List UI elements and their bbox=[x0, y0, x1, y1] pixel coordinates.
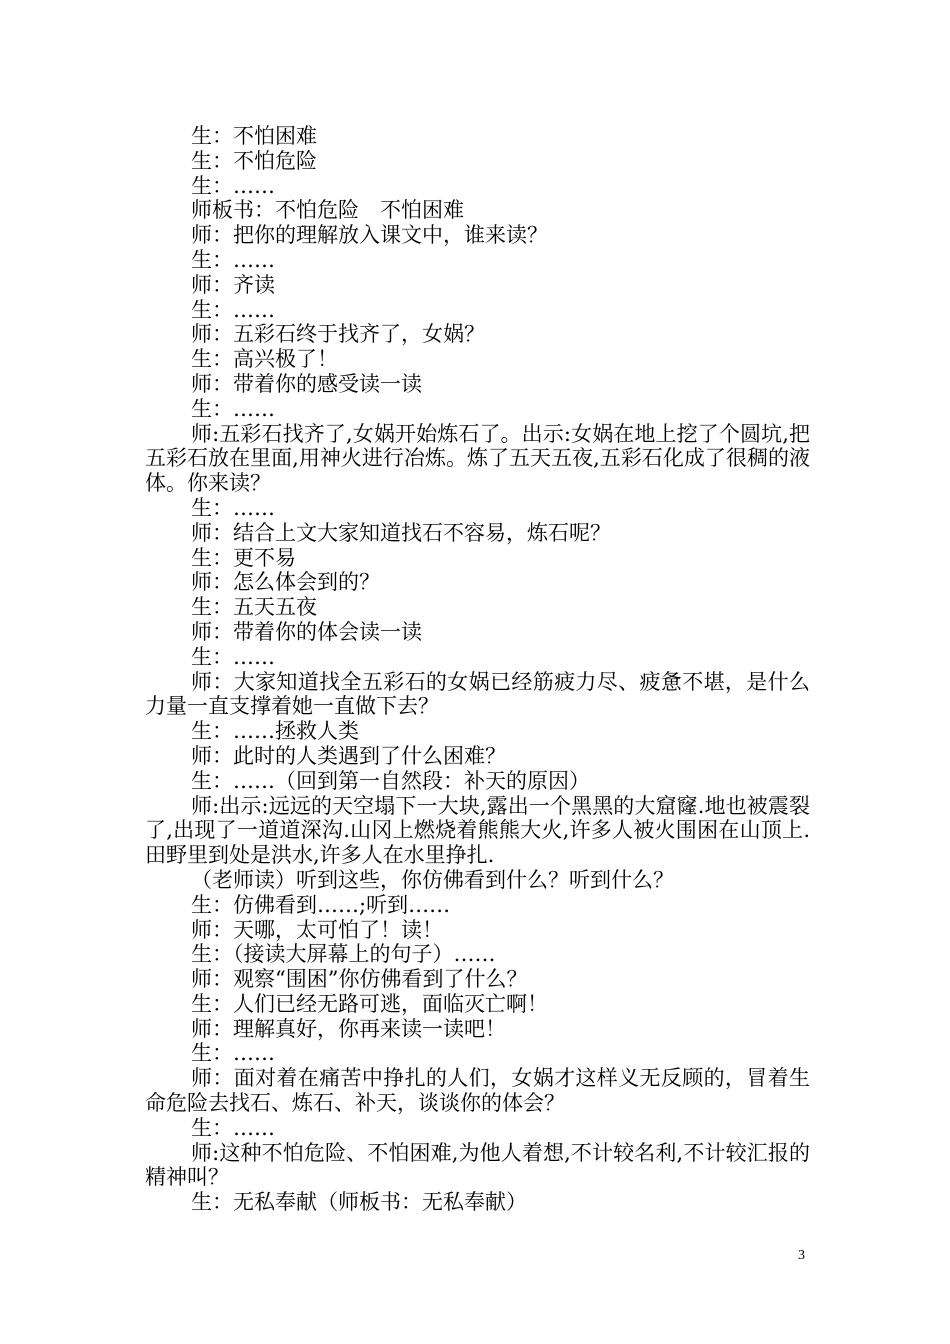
dialogue-line: 师：带着你的体会读一读 bbox=[191, 619, 422, 644]
dialogue-paragraph: 师：面对着在痛苦中挣扎的人们，女娲才这样义无反顾的，冒着生命危险去找石、炼石、补天，谈谈你的体会？ bbox=[145, 1066, 810, 1116]
dialogue-line: 师：观察“围困”你仿佛看到了什么？ bbox=[191, 967, 528, 992]
dialogue-line: （老师读）听到这些，你仿佛看到什么？听到什么？ bbox=[191, 867, 674, 892]
dialogue-line: 师：齐读 bbox=[191, 272, 275, 297]
dialogue-line: 生：高兴极了！ bbox=[191, 347, 338, 372]
dialogue-line: 师：把你的理解放入课文中，谁来读？ bbox=[191, 223, 548, 248]
dialogue-line: 生：更不易 bbox=[191, 545, 296, 570]
dialogue-line: 生：…… bbox=[191, 247, 275, 272]
dialogue-line: 师：带着你的感受读一读 bbox=[191, 371, 422, 396]
dialogue-line: 师：理解真好，你再来读一读吧！ bbox=[191, 1016, 506, 1041]
dialogue-paragraph: 师:这种不怕危险、不怕困难,为他人着想,不计较名利,不计较汇报的精神叫？ bbox=[145, 1140, 810, 1190]
dialogue-line: 生：仿佛看到……;听到…… bbox=[191, 892, 451, 917]
dialogue-paragraph: 师：大家知道找全五彩石的女娲已经筋疲力尽、疲惫不堪，是什么力量一直支撑着她一直做下去？ bbox=[145, 669, 810, 719]
dialogue-line: 生：…… bbox=[191, 396, 275, 421]
dialogue-line: 师：结合上文大家知道找石不容易，炼石呢？ bbox=[191, 520, 611, 545]
dialogue-line: 师：天哪，太可怕了！读！ bbox=[191, 917, 443, 942]
page-number: 3 bbox=[798, 1248, 805, 1263]
dialogue-line: 师：五彩石终于找齐了，女娲？ bbox=[191, 322, 485, 347]
dialogue-line: 生：…… bbox=[191, 173, 275, 198]
dialogue-line: 生：…… bbox=[191, 644, 275, 669]
dialogue-line: 生：五天五夜 bbox=[191, 595, 317, 620]
dialogue-line: 师：此时的人类遇到了什么困难？ bbox=[191, 743, 506, 768]
dialogue-line: 生：……（回到第一自然段：补天的原因） bbox=[191, 768, 590, 793]
dialogue-line: 生：（接读大屏幕上的句子）…… bbox=[191, 942, 496, 967]
dialogue-line: 生：…… bbox=[191, 495, 275, 520]
dialogue-paragraph: 师:五彩石找齐了,女娲开始炼石了。出示:女娲在地上挖了个圆坑,把五彩石放在里面,用神火进行冶炼。炼了五天五夜,五彩石化成了很稠的液体。你来读？ bbox=[145, 421, 810, 496]
dialogue-line: 生：不怕困难 bbox=[191, 124, 317, 148]
dialogue-paragraph: 师:出示:远远的天空塌下一大块,露出一个黑黑的大窟窿.地也被震裂了,出现了一道道深沟.山冈上燃烧着熊熊大火,许多人被火围困在山顶上.田野里到处是洪水,许多人在水里挣扎. bbox=[145, 793, 810, 868]
dialogue-line: 生：不怕危险 bbox=[191, 148, 317, 173]
dialogue-line: 生：…… bbox=[191, 1115, 275, 1140]
dialogue-line: 生：…… bbox=[191, 1041, 275, 1066]
dialogue-line: 生：……拯救人类 bbox=[191, 719, 359, 744]
dialogue-line: 师：怎么体会到的？ bbox=[191, 570, 380, 595]
board-writing-line: 师板书：不怕危险 不怕困难 bbox=[191, 198, 464, 223]
dialogue-line: 生：无私奉献（师板书：无私奉献） bbox=[191, 1190, 527, 1215]
dialogue-line: 生：…… bbox=[191, 297, 275, 322]
lesson-transcript bbox=[145, 124, 810, 1215]
dialogue-line: 生：人们已经无路可逃，面临灭亡啊！ bbox=[191, 991, 548, 1016]
